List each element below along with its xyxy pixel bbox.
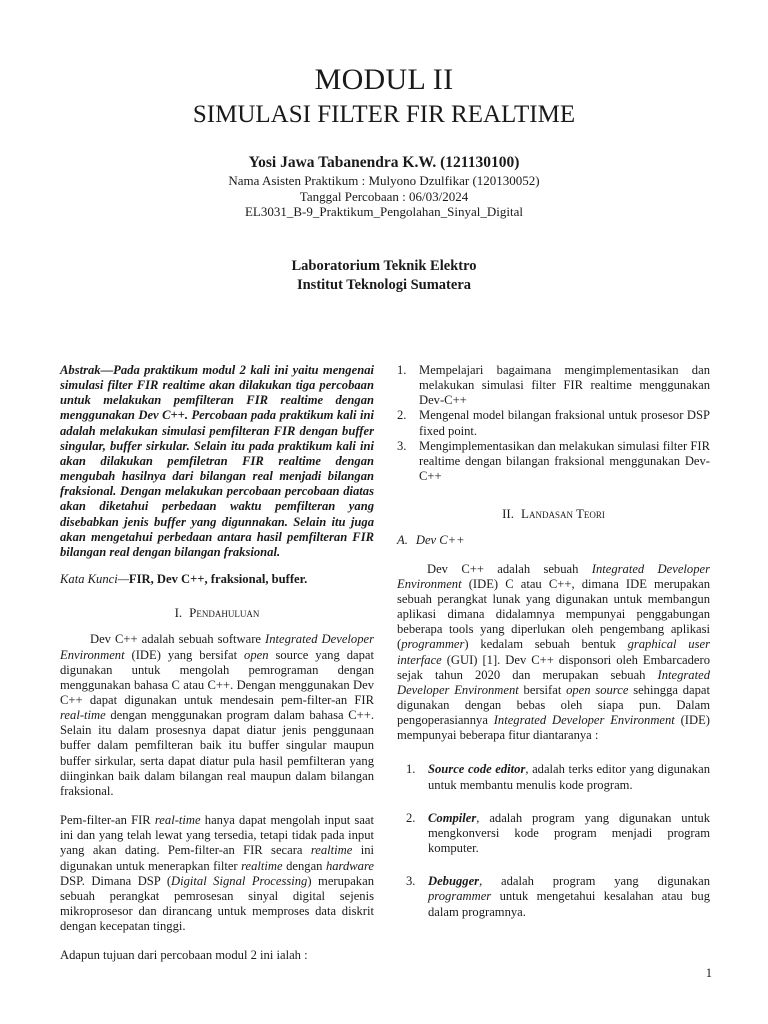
section-number: I. [174, 605, 183, 621]
list-item: 1. Mempelajari bagaimana mengimplementasikan dan melakukan simulasi filter FIR realtime menggunakan Dev-C++ [397, 363, 710, 408]
right-column [397, 363, 710, 938]
section-heading-theory [397, 506, 710, 521]
page-number: 1 [705, 966, 712, 980]
assistant-line: Nama Asisten Praktikum : Mulyono Dzulfikar (120130052) [228, 173, 540, 188]
keywords [60, 572, 374, 587]
experiment-date: Tanggal Percobaan : 06/03/2024 [299, 188, 469, 204]
theory-paragraph-1: Dev C++ adalah sebuah Integrated Developer Environment (IDE) C atau C++, dimana IDE merupakan sebuah perangkat lunak yang digunakan untuk membangun aplikasi dimana didalamnya mempunyai penggabungan beberapa tools yang diperlukan oleh pengembang aplikasi (programmer) kedalam sebuah bentuk graphical user interface (GUI) [1]. Dev C++ disponsori oleh Embarcadero sejak tahun 2020 dan merupakan sebuah Integrated Developer Environment bersifat open source sehingga dapat digunakan dengan bebas oleh siapa pun. Dalam pengoperasiannya Integrated Developer Environment (IDE) mempunyai beberapa fitur diantaranya : [397, 561, 711, 743]
keywords-value: FIR, Dev C++, fraksional, buffer. [128, 572, 308, 587]
list-item: 3. Debugger, adalah program yang digunakan programmer untuk mengetahui kesalahan atau bug dalam programnya. [406, 874, 710, 919]
section-title: Landasan Teori [521, 506, 605, 522]
course-code: EL3031_B-9_Praktikum_Pengolahan_Sinyal_Digital [244, 204, 524, 219]
intro-paragraph-2: Pem-filter-an FIR real-time hanya dapat mengolah input saat ini dan yang telah lewat yang tersedia, tetapi tidak pada input yang akan dating. Pem-filter-an FIR secara realtime ini digunakan untuk menerapkan filter realtime dengan hardware DSP. Dimana DSP (Digital Signal Processing) merupakan sebuah perangkat pemrosesan sinyal digital sejenis mikroprosesor dan dirancang untuk memproses data diskrit dengan kecepatan tinggi. [60, 813, 375, 934]
objectives-list [397, 363, 710, 484]
abstract: Abstrak—Pada praktikum modul 2 kali ini yaitu mengenai simulasi filter FIR realtime akan dilakukan tiga percobaan untuk melakukan pemfilteran FIR realtime dengan menggunakan Dev C++. Percobaan pada praktikum kali ini adalah melakukan simulasi pemfilteran FIR dengan buffer singular, buffer sirkular. Selain itu pada praktikum kali ini akan dilakukan pemfiletran FIR realtime dengan mengubah hasilnya dari bilangan real menjadi bilangan fraksional. Dengan melakukan percobaan percobaan diatas akan diketahui perbedaan waktu pemfilteran yang disebabkan jenis buffer yang digunnakan. Selain itu juga akan mengetahui perbedaan antara hasil pemfilteran FIR bilangan real dengan bilangan fraksional. [60, 363, 374, 559]
section-number: II. [502, 506, 514, 522]
intro-paragraph-1: Dev C++ adalah sebuah software Integrated Developer Environment (IDE) yang bersifat open source yang dapat digunakan untuk mengolah pemrograman dengan menggunakan bahasa C atau C++. Dengan menggunakan Dev C++ dapat digunakan untuk mendesain pem-filter-an FIR real-time dengan menggunakan program dalam bahasa C++. Selain itu dalam prosesnya dapat diatur jenis penggunaan buffer dalam pemfilteran baik itu buffer singular maupun buffer sirkular, serta dapat diatur pula hasil pemfilteran yang diinginkan baik dalam bilangan real maupun dalam bilangan fraksional. [60, 632, 374, 798]
author-name: Yosi Jawa Tabanendra K.W. (121130100) [248, 154, 520, 171]
left-column [60, 363, 374, 963]
affiliation [0, 257, 768, 295]
list-item: 3. Mengimplementasikan dan melakukan simulasi filter FIR realtime dengan bilangan fraksional menggunakan Dev-C++ [397, 438, 710, 484]
section-title: Pendahuluan [189, 605, 260, 621]
lab-name: Laboratorium Teknik Elektro [291, 257, 477, 274]
keywords-label: Kata Kunci— [60, 572, 129, 587]
ide-features-list [397, 762, 710, 919]
list-item: 1. Source code editor, adalah terks editor yang digunakan untuk membantu menulis kode program. [406, 762, 710, 792]
paper-title: SIMULASI FILTER FIR REALTIME [192, 101, 576, 128]
institute-name: Institut Teknologi Sumatera [296, 276, 472, 293]
list-item: 2. Compiler, adalah program yang digunakan untuk mengkonversi kode program menjadi program komputer. [406, 810, 710, 856]
intro-paragraph-3: Adapun tujuan dari percobaan modul 2 ini ialah : [60, 948, 308, 963]
module-title: MODUL II [314, 63, 454, 96]
subsection-heading: A. Dev C++ [397, 533, 465, 548]
paper-header [0, 62, 768, 295]
section-heading-introduction [60, 605, 374, 620]
list-item: 2. Mengenal model bilangan fraksional untuk prosesor DSP fixed point. [397, 408, 710, 438]
